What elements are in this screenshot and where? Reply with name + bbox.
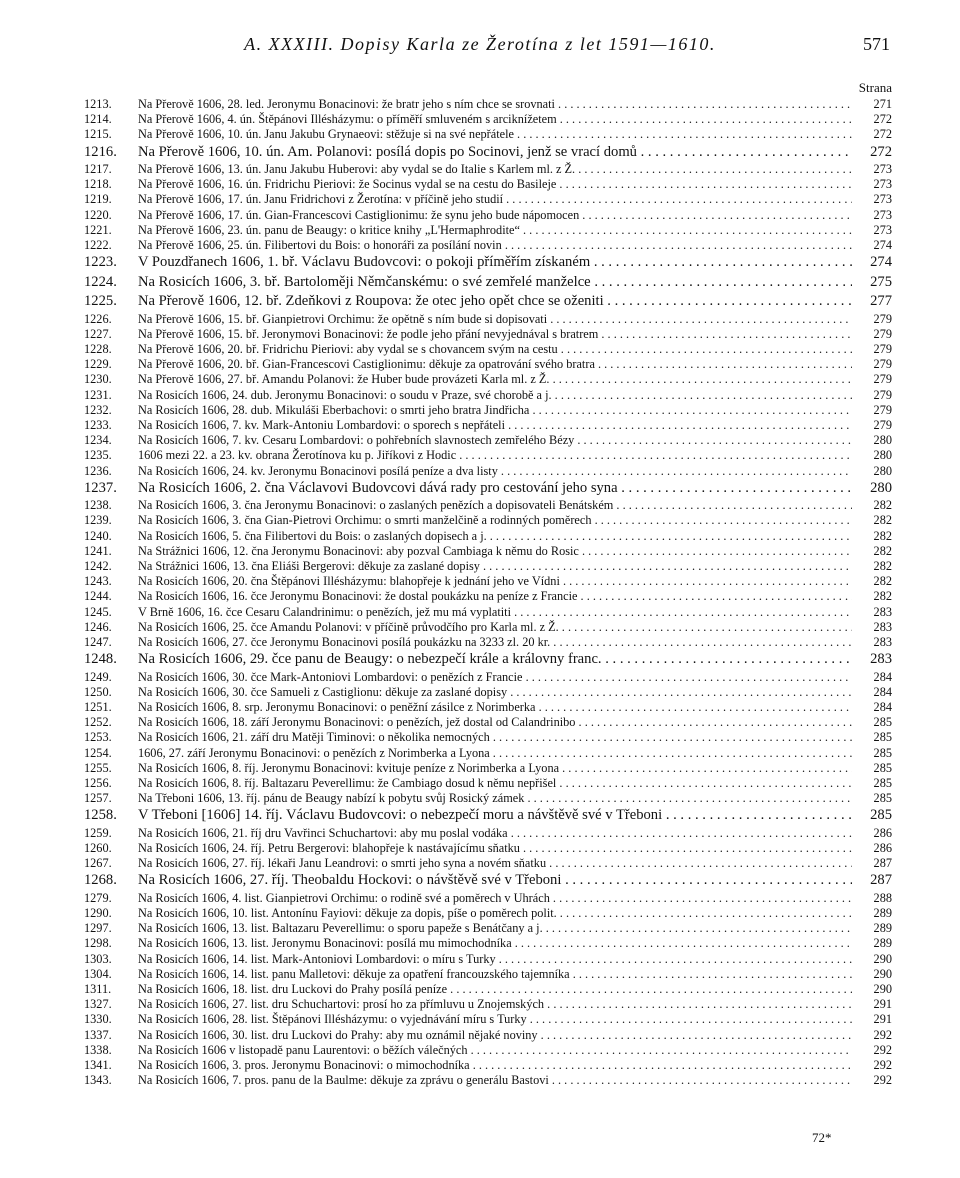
entry-text: Na Rosicích 1606, 27. čce Jeronymu Bonacinovi posílá poukázku na 3233 zl. 20 kr. . . . [138, 635, 852, 650]
list-item [84, 544, 892, 559]
list-item [84, 1012, 892, 1027]
entry-text: Na Rosicích 1606, 16. čce Jeronymu Bonacinovi: že dostal poukázku na peníze z Francie . . . [138, 589, 852, 604]
running-title: A. XXXIII. Dopisy Karla ze Žerotína z let 1591—1610. [244, 34, 716, 54]
entry-page: 277 [854, 292, 892, 312]
entry-page: 285 [854, 715, 892, 730]
page-number: 571 [863, 34, 890, 54]
entry-text: 1606 mezi 22. a 23. kv. obrana Žerotínova ku p. Jiříkovi z Hodic . . . [138, 448, 852, 463]
list-item [84, 372, 892, 387]
list-item [84, 143, 892, 163]
list-item [84, 342, 892, 357]
list-item [84, 670, 892, 685]
list-item [84, 177, 892, 192]
entry-text: Na Rosicích 1606, 8. říj. Baltazaru Peverellimu: že Cambiago dosud k němu nepřišel . . . [138, 776, 852, 791]
entry-page: 279 [854, 418, 892, 433]
entry-text: Na Přerově 1606, 17. ún. Gian-Francescovi Castiglionimu: že synu jeho bude nápomocen . . . [138, 208, 852, 223]
entry-page: 285 [854, 806, 892, 826]
entry-page: 280 [854, 433, 892, 448]
list-item [84, 891, 892, 906]
entry-text: Na Rosicích 1606, 29. čce panu de Beaugy: o nebezpečí krále a královny franc. . . . [138, 650, 852, 670]
entry-number: 1303. [84, 951, 112, 966]
entry-text: Na Rosicích 1606, 30. list. dru Luckovi do Prahy: aby mu oznámil nějaké noviny . . . [138, 1028, 852, 1043]
entry-page: 290 [854, 967, 892, 982]
entry-page: 282 [854, 544, 892, 559]
entry-number: 1343. [84, 1073, 112, 1088]
entry-number: 1341. [84, 1057, 112, 1072]
list-item [84, 162, 892, 177]
list-item [84, 97, 892, 112]
entry-number: 1234. [84, 433, 112, 448]
entry-page: 289 [854, 921, 892, 936]
entry-page: 287 [854, 871, 892, 891]
entry-text: Na Rosicích 1606, 4. list. Gianpietrovi Orchimu: o rodině své a poměrech v Uhrách . . . [138, 891, 852, 906]
list-item [84, 464, 892, 479]
entry-page: 280 [854, 464, 892, 479]
entry-number: 1232. [84, 402, 112, 417]
entry-number: 1246. [84, 619, 112, 634]
entry-text: Na Přerově 1606, 15. bř. Jeronymovi Bonacinovi: že podle jeho přání nevyjednával s bratrem . . . [138, 327, 852, 342]
entry-number: 1298. [84, 936, 112, 951]
entry-page: 279 [854, 388, 892, 403]
entry-number: 1260. [84, 841, 112, 855]
entry-number: 1297. [84, 921, 112, 936]
entry-number: 1304. [84, 966, 112, 981]
entry-page: 284 [854, 670, 892, 685]
entry-number: 1214. [84, 112, 112, 127]
list-item [84, 513, 892, 528]
entry-number: 1242. [84, 559, 112, 573]
entry-page: 274 [854, 238, 892, 253]
entry-number: 1241. [84, 543, 112, 558]
entry-text: Na Přerově 1606, 20. bř. Gian-Francescovi Castiglionimu: děkuje za opatrování svého bratra . . . [138, 357, 852, 372]
entry-page: 283 [854, 635, 892, 650]
entry-text: Na Rosicích 1606, 7. kv. Cesaru Lombardovi: o pohřebních slavnostech zemřelého Bézy . . . [138, 433, 852, 448]
list-item [84, 208, 892, 223]
list-item [84, 292, 892, 312]
entry-page: 289 [854, 936, 892, 951]
entry-number: 1252. [84, 715, 112, 730]
entry-page: 273 [854, 162, 892, 177]
entry-text: Na Přerově 1606, 10. ún. Janu Jakubu Grynaeovi: stěžuje si na své nepřátele . . . [138, 127, 852, 142]
entry-number: 1254. [84, 745, 112, 760]
entry-text: Na Přerově 1606, 12. bř. Zdeňkovi z Roupova: že otec jeho opět chce se oženiti . . . [138, 292, 852, 312]
entry-text: Na Rosicích 1606, 7. kv. Mark-Antoniu Lombardovi: o sporech s nepřáteli . . . [138, 418, 852, 433]
entry-number: 1290. [84, 906, 112, 921]
list-item [84, 589, 892, 604]
list-item [84, 826, 892, 841]
entry-number: 1248. [84, 651, 117, 668]
entry-page: 283 [854, 650, 892, 670]
entry-page: 284 [854, 700, 892, 715]
entry-number: 1256. [84, 775, 112, 790]
entry-number: 1279. [84, 890, 112, 905]
entry-text: Na Přerově 1606, 17. ún. Janu Fridrichovi z Žerotína: v příčině jeho studií . . . [138, 192, 852, 207]
entry-text: Na Rosicích 1606, 25. čce Amandu Polanovi: v příčině průvodčího pro Karla ml. z Ž. . . . [138, 620, 852, 635]
entry-number: 1227. [84, 326, 112, 341]
entry-text: Na Přerově 1606, 28. led. Jeronymu Bonacinovi: že bratr jeho s ním chce se srovnati . . . [138, 97, 852, 112]
page-column-label: Strana [858, 80, 892, 95]
list-item [84, 806, 892, 826]
entry-text: Na Rosicích 1606, 8. srp. Jeronymu Bonacinovi: o peněžní zásilce z Norimberka . . . [138, 700, 852, 715]
entry-number: 1257. [84, 791, 112, 806]
list-item [84, 448, 892, 463]
entry-page: 286 [854, 841, 892, 856]
entry-page: 285 [854, 761, 892, 776]
list-item [84, 952, 892, 967]
entry-text: Na Rosicích 1606, 30. čce Mark-Antoniovi Lombardovi: o penězích z Francie . . . [138, 670, 852, 685]
entry-text: Na Rosicích 1606, 24. kv. Jeronymu Bonacinovi posílá peníze a dva listy . . . [138, 464, 852, 479]
entry-page: 273 [854, 192, 892, 207]
entry-page: 282 [854, 589, 892, 604]
entry-number: 1268. [84, 872, 117, 889]
entry-text: Na Přerově 1606, 13. ún. Janu Jakubu Huberovi: aby vydal se do Italie s Karlem ml. z Ž. . . . [138, 162, 852, 177]
entry-text: Na Rosicích 1606, 2. čna Václavovi Budovcovi dává rady pro cestování jeho syna . . . [138, 479, 852, 499]
entry-text: V Brně 1606, 16. čce Cesaru Calandrinimu: o penězích, jež mu má vyplatiti . . . [138, 605, 852, 620]
list-item [84, 574, 892, 589]
entry-text: Na Rosicích 1606, 28. dub. Mikuláši Eberbachovi: o smrti jeho bratra Jindřicha . . . [138, 403, 852, 418]
entry-text: Na Přerově 1606, 20. bř. Fridrichu Pieriovi: aby vydal se s chovancem svým na cestu . . . [138, 342, 852, 357]
list-item [84, 871, 892, 891]
list-item [84, 761, 892, 776]
entry-number: 1226. [84, 311, 112, 326]
list-item [84, 1028, 892, 1043]
entry-page: 274 [854, 253, 892, 273]
list-item [84, 327, 892, 342]
list-item [84, 685, 892, 700]
entry-number: 1267. [84, 856, 112, 871]
list-item [84, 936, 892, 951]
entry-number: 1244. [84, 589, 112, 604]
entry-text: V Pouzdřanech 1606, 1. bř. Václavu Budovcovi: o pokoji příměřím získaném . . . [138, 253, 852, 273]
entry-text: Na Přerově 1606, 10. ún. Am. Polanovi: posílá dopis po Socinovi, jenž se vrací domů . . . [138, 143, 852, 163]
entry-number: 1222. [84, 238, 112, 252]
entry-number: 1221. [84, 222, 112, 237]
list-item [84, 856, 892, 871]
entry-number: 1253. [84, 730, 112, 745]
list-item [84, 479, 892, 499]
entry-page: 292 [854, 1043, 892, 1058]
entry-number: 1233. [84, 418, 112, 432]
entry-number: 1258. [84, 807, 117, 824]
entry-page: 285 [854, 746, 892, 761]
entry-text: Na Rosicích 1606, 14. list. Mark-Antoniovi Lombardovi: o míru s Turky . . . [138, 952, 852, 967]
entry-number: 1245. [84, 604, 112, 619]
entry-text: Na Přerově 1606, 25. ún. Filibertovi du Bois: o honoráři za posílání novin . . . [138, 238, 852, 253]
entry-page: 285 [854, 776, 892, 791]
entry-text: Na Rosicích 1606, 13. list. Baltazaru Peverellimu: o sporu papeže s Benátčany a j. . . . [138, 921, 852, 936]
entry-page: 273 [854, 223, 892, 238]
entry-page: 286 [854, 826, 892, 841]
list-item [84, 776, 892, 791]
entry-number: 1219. [84, 192, 112, 207]
entry-number: 1218. [84, 177, 112, 192]
entry-text: Na Rosicích 1606, 8. říj. Jeronymu Bonacinovi: kvituje peníze z Norimberka a Lyona . . . [138, 761, 852, 776]
entry-text: Na Rosicích 1606, 20. čna Štěpánovi Illésházymu: blahopřeje k jednání jeho ve Vídni . . . [138, 574, 852, 589]
list-item [84, 967, 892, 982]
list-item [84, 433, 892, 448]
entry-number: 1338. [84, 1042, 112, 1057]
list-item [84, 791, 892, 806]
entry-text: V Třeboni [1606] 14. říj. Václavu Budovcovi: o nebezpečí moru a návštěvě své v Třeboni . . . [138, 806, 852, 826]
entry-page: 280 [854, 479, 892, 499]
list-item [84, 273, 892, 293]
entry-text: Na Rosicích 1606, 27. říj. lékaři Janu Leandrovi: o smrti jeho syna a novém sňatku . . . [138, 856, 852, 871]
entry-number: 1327. [84, 997, 112, 1012]
entry-number: 1337. [84, 1027, 112, 1042]
entry-text: Na Rosicích 1606, 24. dub. Jeronymu Bonacinovi: o soudu v Praze, své chorobě a j. . . . [138, 388, 852, 403]
entry-page: 279 [854, 342, 892, 357]
entry-page: 290 [854, 952, 892, 967]
list-item [84, 1058, 892, 1073]
entry-text: Na Strážnici 1606, 12. čna Jeronymu Bonacinovi: aby pozval Cambiaga k němu do Rosic . . . [138, 544, 852, 559]
entry-page: 279 [854, 312, 892, 327]
entry-text: Na Rosicích 1606, 18. list. dru Luckovi do Prahy posílá peníze . . . [138, 982, 852, 997]
entry-number: 1223. [84, 254, 117, 271]
entry-number: 1243. [84, 574, 112, 589]
entry-text: Na Strážnici 1606, 13. čna Eliáši Bergerovi: děkuje za zaslané dopisy . . . [138, 559, 852, 574]
list-item [84, 192, 892, 207]
table-of-contents [84, 97, 892, 1088]
entry-number: 1220. [84, 207, 112, 222]
entry-page: 282 [854, 498, 892, 513]
list-item [84, 650, 892, 670]
entry-text: Na Rosicích 1606, 21. říj dru Vavřinci Schuchartovi: aby mu poslal vodáka . . . [138, 826, 852, 841]
list-item [84, 620, 892, 635]
list-item [84, 700, 892, 715]
entry-number: 1229. [84, 357, 112, 372]
page-header [0, 34, 960, 58]
entry-number: 1230. [84, 372, 112, 387]
list-item [84, 605, 892, 620]
entry-text: Na Rosicích 1606, 10. list. Antonínu Fayiovi: děkuje za dopis, píše o poměrech polit. . . . [138, 906, 852, 921]
list-item [84, 746, 892, 761]
list-item [84, 559, 892, 574]
entry-page: 285 [854, 730, 892, 745]
entry-number: 1213. [84, 97, 112, 111]
entry-page: 292 [854, 1058, 892, 1073]
entry-text: Na Přerově 1606, 15. bř. Gianpietrovi Orchimu: že opětně s ním bude si dopisovati . . . [138, 312, 852, 327]
entry-text: Na Rosicích 1606, 7. pros. panu de la Baulme: děkuje za zprávu o generálu Bastovi . . . [138, 1073, 852, 1088]
entry-number: 1255. [84, 760, 112, 775]
entry-page: 275 [854, 273, 892, 293]
list-item [84, 498, 892, 513]
entry-number: 1240. [84, 528, 112, 543]
list-item [84, 730, 892, 745]
list-item [84, 921, 892, 936]
entry-page: 272 [854, 127, 892, 142]
entry-page: 285 [854, 791, 892, 806]
list-item [84, 253, 892, 273]
entry-number: 1311. [84, 982, 112, 996]
entry-number: 1239. [84, 513, 112, 528]
entry-text: Na Přerově 1606, 16. ún. Fridrichu Pieriovi: že Socinus vydal se na cestu do Basileje . . . [138, 177, 852, 192]
entry-text: Na Třeboni 1606, 13. říj. pánu de Beaugy nabízí k pobytu svůj Rosický zámek . . . [138, 791, 852, 806]
entry-page: 291 [854, 997, 892, 1012]
entry-page: 279 [854, 403, 892, 418]
entry-page: 279 [854, 327, 892, 342]
entry-page: 290 [854, 982, 892, 997]
list-item [84, 1043, 892, 1058]
list-item [84, 127, 892, 142]
entry-text: Na Rosicích 1606, 3. pros. Jeronymu Bonacinovi: o mimochodníka . . . [138, 1058, 852, 1073]
list-item [84, 312, 892, 327]
entry-number: 1228. [84, 342, 112, 357]
list-item [84, 635, 892, 650]
entry-page: 292 [854, 1028, 892, 1043]
entry-text: Na Rosicích 1606, 14. list. panu Malletovi: děkuje za opatření francouzského tajemníka . . . [138, 967, 852, 982]
entry-number: 1330. [84, 1012, 112, 1027]
entry-text: Na Přerově 1606, 4. ún. Štěpánovi Illésházymu: o příměří smluveném s arciknížetem . . . [138, 112, 852, 127]
list-item [84, 529, 892, 544]
entry-text: Na Rosicích 1606, 18. září Jeronymu Bonacinovi: o penězích, jež dostal od Calandrinibo . . . [138, 715, 852, 730]
entry-page: 271 [854, 97, 892, 112]
entry-text: Na Přerově 1606, 27. bř. Amandu Polanovi: že Huber bude provázeti Karla ml. z Ž. . . . [138, 372, 852, 387]
entry-text: Na Rosicích 1606, 27. říj. Theobaldu Hockovi: o návštěvě své v Třeboni . . . [138, 871, 852, 891]
list-item [84, 223, 892, 238]
entry-number: 1216. [84, 143, 117, 160]
entry-page: 288 [854, 891, 892, 906]
entry-page: 282 [854, 513, 892, 528]
entry-number: 1237. [84, 479, 117, 496]
list-item [84, 997, 892, 1012]
entry-number: 1247. [84, 634, 112, 649]
list-item [84, 1073, 892, 1088]
entry-page: 282 [854, 559, 892, 574]
entry-number: 1224. [84, 273, 117, 290]
printer-signature: 72* [812, 1130, 832, 1145]
entry-number: 1250. [84, 684, 112, 699]
entry-page: 272 [854, 112, 892, 127]
entry-page: 279 [854, 372, 892, 387]
entry-number: 1251. [84, 700, 112, 714]
list-item [84, 841, 892, 856]
entry-page: 283 [854, 605, 892, 620]
list-item [84, 238, 892, 253]
entry-page: 283 [854, 620, 892, 635]
entry-number: 1225. [84, 293, 117, 310]
entry-page: 272 [854, 143, 892, 163]
entry-page: 284 [854, 685, 892, 700]
entry-page: 273 [854, 177, 892, 192]
entry-page: 292 [854, 1073, 892, 1088]
list-item [84, 403, 892, 418]
list-item [84, 112, 892, 127]
list-item [84, 418, 892, 433]
entry-text: Na Rosicích 1606, 30. čce Samueli z Castiglionu: děkuje za zaslané dopisy . . . [138, 685, 852, 700]
entry-text: 1606, 27. září Jeronymu Bonacinovi: o penězích z Norimberka a Lyona . . . [138, 746, 852, 761]
entry-text: Na Rosicích 1606, 27. list. dru Schuchartovi: prosí ho za přímluvu u Znojemských . . . [138, 997, 852, 1012]
entry-text: Na Rosicích 1606, 3. čna Gian-Pietrovi Orchimu: o smrti manželčině a rodinných poměrech . . . [138, 513, 852, 528]
entry-page: 282 [854, 574, 892, 589]
entry-page: 280 [854, 448, 892, 463]
list-item [84, 388, 892, 403]
entry-text: Na Rosicích 1606, 3. bř. Bartoloměji Němčanskému: o své zemřelé manželce . . . [138, 273, 852, 293]
list-item [84, 715, 892, 730]
entry-number: 1249. [84, 669, 112, 684]
entry-text: Na Rosicích 1606 v listopadě panu Laurentovi: o běžích válečných . . . [138, 1043, 852, 1058]
entry-number: 1236. [84, 463, 112, 478]
entry-page: 282 [854, 529, 892, 544]
entry-page: 287 [854, 856, 892, 871]
list-item [84, 906, 892, 921]
entry-text: Na Rosicích 1606, 5. čna Filibertovi du Bois: o zaslaných dopisech a j. . . . [138, 529, 852, 544]
entry-number: 1238. [84, 498, 112, 513]
entry-number: 1235. [84, 448, 112, 463]
entry-page: 279 [854, 357, 892, 372]
entry-number: 1215. [84, 127, 112, 142]
entry-number: 1217. [84, 162, 112, 177]
list-item [84, 982, 892, 997]
entry-number: 1259. [84, 825, 112, 840]
entry-number: 1231. [84, 387, 112, 402]
entry-text: Na Přerově 1606, 23. ún. panu de Beaugy: o kritice knihy „L'Hermaphrodite“ . . . [138, 223, 852, 238]
entry-page: 289 [854, 906, 892, 921]
entry-text: Na Rosicích 1606, 24. říj. Petru Bergerovi: blahopřeje k nastávajícímu sňatku . . . [138, 841, 852, 856]
entry-page: 291 [854, 1012, 892, 1027]
entry-text: Na Rosicích 1606, 28. list. Štěpánovi Illésházymu: o vyjednávání míru s Turky . . . [138, 1012, 852, 1027]
entry-text: Na Rosicích 1606, 3. čna Jeronymu Bonacinovi: o zaslaných penězích a dopisovateli Benátském . . . [138, 498, 852, 513]
list-item [84, 357, 892, 372]
entry-text: Na Rosicích 1606, 21. září dru Matěji Timinovi: o několika nemocných . . . [138, 730, 852, 745]
entry-text: Na Rosicích 1606, 13. list. Jeronymu Bonacinovi: posílá mu mimochodníka . . . [138, 936, 852, 951]
entry-page: 273 [854, 208, 892, 223]
